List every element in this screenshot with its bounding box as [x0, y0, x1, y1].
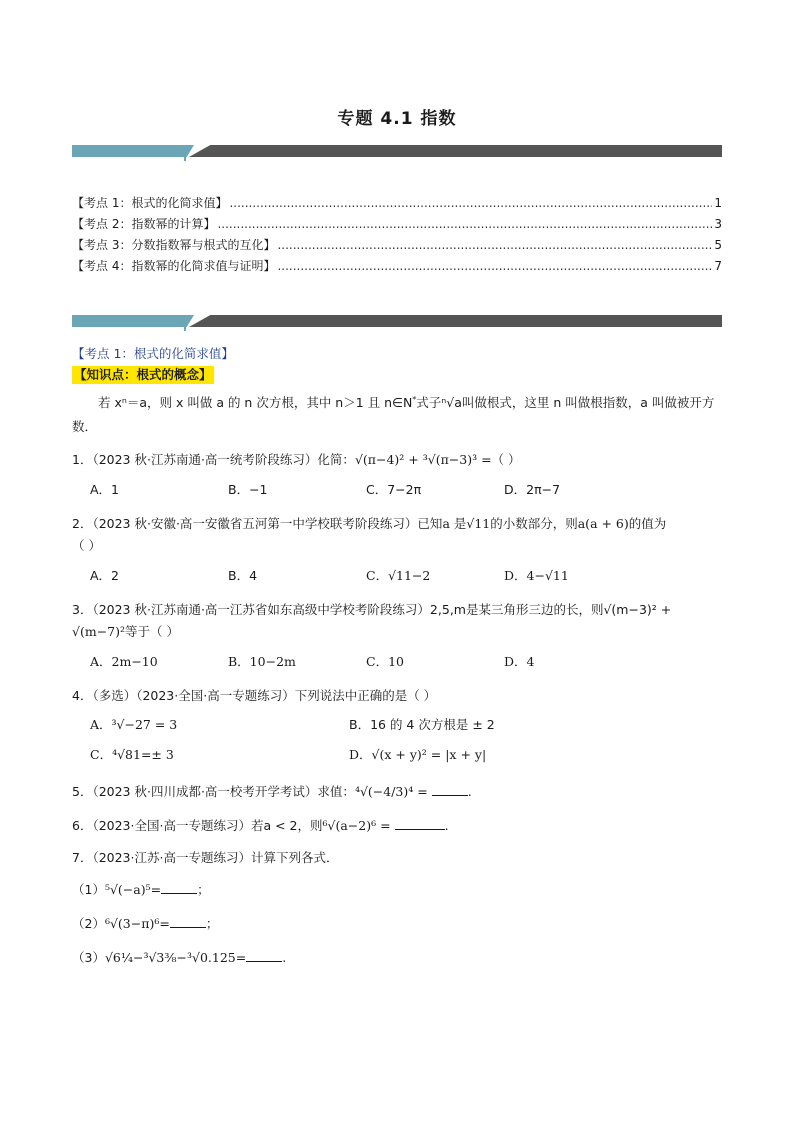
question-4-options-row2	[72, 743, 722, 767]
content	[72, 344, 722, 971]
question-7-part-1: （1）⁵√(−a)⁵= ；	[72, 882, 210, 898]
page-title: 专题 4.1 指数	[337, 109, 457, 129]
option-b[interactable]: B．−1	[228, 482, 268, 498]
option-b[interactable]: B．16 的 4 次方根是 ± 2	[349, 717, 495, 733]
question-4-options-row1	[72, 713, 722, 737]
option-c[interactable]: C．√11−2	[366, 568, 431, 584]
question-2: 2．（2023 秋·安徽·高一安徽省五河第一中学校联考阶段练习）已知a 是√11的小数部分，则a(a + 6)的值为 （ ）	[72, 516, 667, 554]
option-c[interactable]: C．10	[366, 654, 404, 670]
question-6: 6．（2023·全国·高一专题练习）若a < 2，则⁶√(a−2)⁶ = .	[72, 818, 449, 834]
section-heading: 【考点 1：根式的化简求值】	[72, 346, 234, 361]
answer-blank[interactable]	[395, 817, 445, 830]
option-d[interactable]: D．√(x + y)² = |x + y|	[349, 747, 487, 763]
option-d[interactable]: D．4	[504, 654, 535, 670]
option-a[interactable]: A．2	[90, 568, 120, 584]
toc-item[interactable]: 【考点 4：指数幂的化简求值与证明】 ..... 7	[72, 256, 722, 277]
section-divider	[72, 315, 722, 327]
option-a[interactable]: A．1	[90, 482, 120, 498]
question-7: 7．（2023·江苏·高一专题练习）计算下列各式．	[72, 850, 339, 866]
option-a[interactable]: A．2m−10	[90, 654, 158, 670]
option-d[interactable]: D．4−√11	[504, 568, 569, 584]
toc-item[interactable]: 【考点 1：根式的化简求值】 ..... 1	[72, 193, 722, 214]
question-7-part-3: （3）√6¼−³√3⅜−³√0.125= .	[72, 950, 287, 966]
concept-paragraph: 若 xⁿ＝a，则 x 叫做 a 的 n 次方根，其中 n＞1 且 n∈N*式子ⁿ√a叫做根式，这里 n 叫做根指数，a 叫做被开方数．	[72, 395, 715, 435]
option-d[interactable]: D．2π−7	[504, 482, 561, 498]
option-c[interactable]: C．7−2π	[366, 482, 422, 498]
question-1-options	[72, 479, 722, 501]
toc-item[interactable]: 【考点 2：指数幂的计算】 ..... 3	[72, 214, 722, 235]
answer-blank[interactable]	[246, 949, 282, 962]
question-4: 4．（多选）（2023·全国·高一专题练习）下列说法中正确的是（ ）	[72, 688, 437, 704]
answer-blank[interactable]	[161, 881, 197, 894]
question-7-part-2: （2）⁶√(3−π)⁶= ；	[72, 916, 219, 932]
option-c[interactable]: C．⁴√81=± 3	[90, 747, 174, 763]
question-1: 1．（2023 秋·江苏南通·高一统考阶段练习）化简：√(π−4)² + ³√(π−3)³ =（ ）	[72, 452, 521, 468]
option-b[interactable]: B．4	[228, 568, 258, 584]
table-of-contents	[72, 193, 722, 277]
question-5: 5．（2023 秋·四川成都·高一校考开学考试）求值：⁴√(−4/3)⁴ = .	[72, 784, 472, 800]
answer-blank[interactable]	[170, 915, 206, 928]
toc-item[interactable]: 【考点 3：分数指数幂与根式的互化】 ..... 5	[72, 235, 722, 256]
answer-blank[interactable]	[432, 783, 468, 796]
header-divider	[72, 145, 722, 157]
question-3-options	[72, 651, 722, 673]
option-b[interactable]: B．10−2m	[228, 654, 296, 670]
knowledge-point-label: 【知识点：根式的概念】	[74, 367, 212, 382]
question-2-options	[72, 565, 722, 587]
option-a[interactable]: A．³√−27 = 3	[90, 717, 178, 733]
question-3: 3．（2023 秋·江苏南通·高一江苏省如东高级中学校考阶段练习）2,5,m是某三角形三边的长，则√(m−3)² + √(m−7)²等于（ ）	[72, 602, 672, 640]
